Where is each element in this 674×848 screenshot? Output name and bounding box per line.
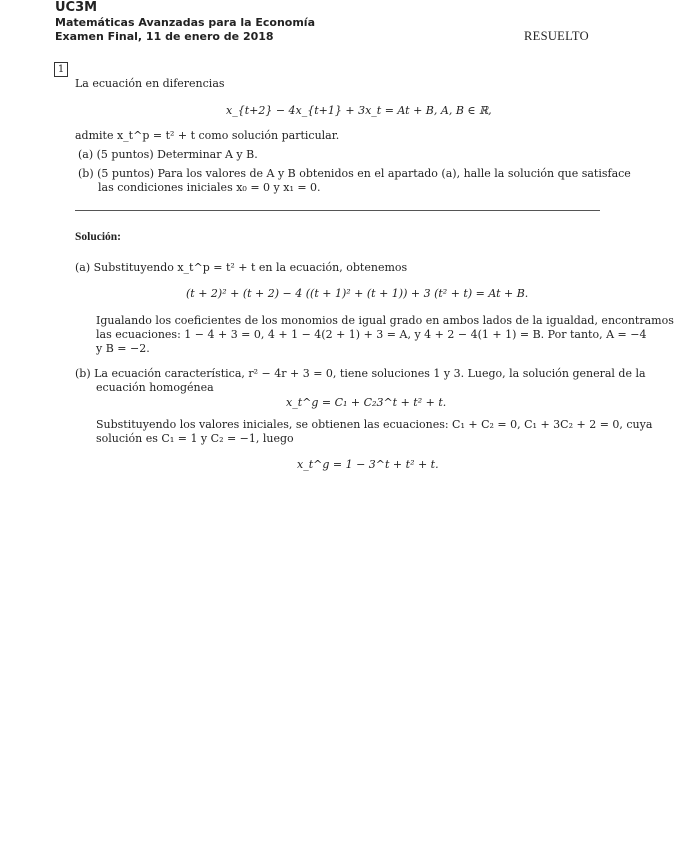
solution-a-text-line2: las ecuaciones: 1 − 4 + 3 = 0, 4 + 1 − 4(2 + 1) + 3 = A, y 4 + 2 − 4(1 + 1) = B. Por tanto, A = −4 xyxy=(96,328,647,341)
problem-particular-solution: admite x_t^p = t² + t como solución particular. xyxy=(75,129,340,142)
solution-b-text-line4: solución es C₁ = 1 y C₂ = −1, luego xyxy=(96,432,294,445)
solution-b-text-line2: ecuación homogénea xyxy=(96,381,214,394)
solution-b-text-line1: (b) La ecuación característica, r² − 4r + 3 = 0, tiene soluciones 1 y 3. Luego, la solución general de la xyxy=(75,367,646,380)
problem-part-b-line1: (b) (5 puntos) Para los valores de A y B obtenidos en el apartado (a), halle la solución que satisface xyxy=(78,167,631,180)
solution-a-intro: (a) Substituyendo x_t^p = t² + t en la ecuación, obtenemos xyxy=(75,261,408,274)
solution-heading: Solución: xyxy=(75,231,122,243)
solution-a-text-line1: Igualando los coeficientes de los monomios de igual grado en ambos lados de la igualdad, encontramos xyxy=(96,314,674,327)
solution-a-text-line3: y B = −2. xyxy=(96,342,150,355)
course-title: Matemáticas Avanzadas para la Economía xyxy=(55,16,315,29)
problem-part-b-line2: las condiciones iniciales x₀ = 0 y x₁ = 0. xyxy=(98,181,321,194)
institution-name: UC3M xyxy=(55,0,98,15)
solution-b-text-line3: Substituyendo los valores iniciales, se obtienen las ecuaciones: C₁ + C₂ = 0, C₁ + 3C₂ + 2 = 0, cuya xyxy=(96,418,653,431)
problem-intro: La ecuación en diferencias xyxy=(75,77,225,90)
solution-b-equation-general: x_t^g = C₁ + C₂3^t + t² + t. xyxy=(286,396,447,409)
problem-number-box: 1 xyxy=(54,62,68,77)
problem-equation: x_{t+2} − 4x_{t+1} + 3x_t = At + B, A, B ∈ ℝ, xyxy=(226,104,492,117)
status-label: RESUELTO xyxy=(524,29,589,43)
problem-part-a: (a) (5 puntos) Determinar A y B. xyxy=(78,148,258,161)
solution-b-equation-final: x_t^g = 1 − 3^t + t² + t. xyxy=(297,458,439,471)
exam-title: Examen Final, 11 de enero de 2018 xyxy=(55,30,274,43)
section-divider xyxy=(75,210,600,211)
solution-a-equation: (t + 2)² + (t + 2) − 4 ((t + 1)² + (t + 1)) + 3 (t² + t) = At + B. xyxy=(186,287,529,300)
